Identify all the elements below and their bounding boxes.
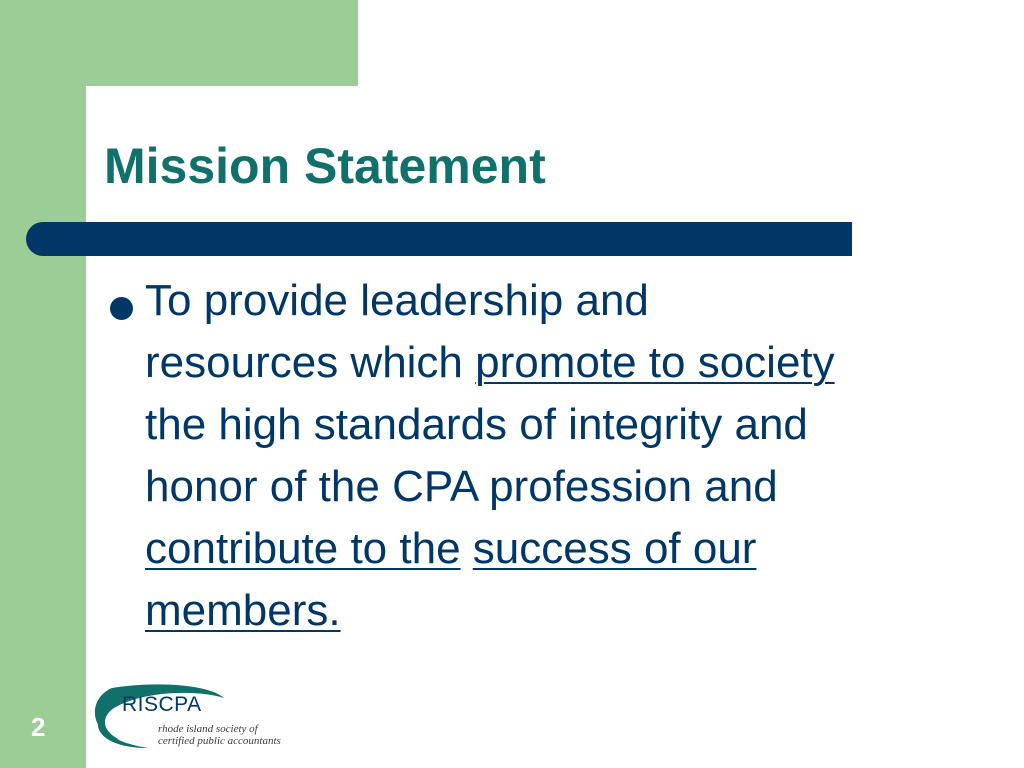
logo-tagline-line: rhode island society of	[158, 723, 258, 735]
top-accent-band	[0, 0, 358, 86]
bullet-line	[145, 394, 955, 456]
logo-name: RISCPA	[122, 693, 202, 716]
bullet-segment: the high standards of integrity and	[145, 400, 808, 449]
bullet-line	[145, 518, 955, 580]
bullet-segment: resources which	[145, 338, 476, 387]
bullet-dot-icon	[110, 297, 133, 320]
logo-tagline-line: certified public accountants	[158, 735, 281, 747]
underlined-phrase: success of our	[472, 524, 757, 573]
bullet-line	[145, 332, 955, 394]
underlined-phrase: members.	[145, 586, 341, 635]
underlined-phrase: promote to society	[475, 338, 835, 387]
bullet-segment	[461, 524, 473, 573]
slide-title: Mission Statement	[104, 138, 546, 194]
bullet-line	[145, 456, 955, 518]
bullet-segment: To provide leadership and	[145, 276, 649, 325]
bullet-line	[145, 580, 955, 642]
logo-tagline	[158, 723, 281, 747]
underlined-phrase: contribute to the	[145, 524, 461, 573]
left-accent-band	[0, 0, 86, 768]
riscpa-logo	[92, 682, 282, 754]
bullet-segment: honor of the CPA profession and	[145, 462, 778, 511]
title-divider-bar	[26, 222, 852, 256]
bullet-text	[145, 270, 955, 642]
page-number: 2	[31, 712, 46, 742]
bullet-line	[145, 270, 955, 332]
